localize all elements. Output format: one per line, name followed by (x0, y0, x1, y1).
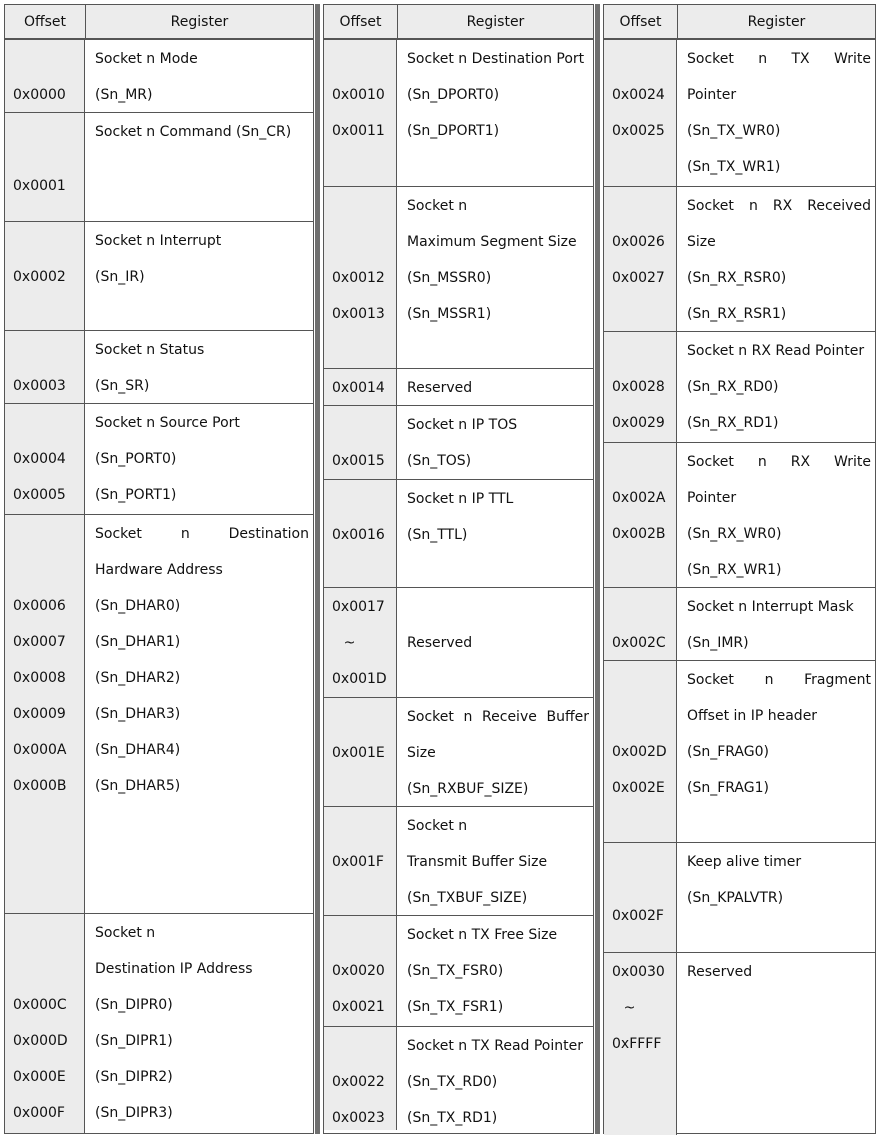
register-description: Reserved (407, 380, 473, 396)
register-word: Received (807, 198, 871, 214)
register-description: (Sn_IMR) (687, 635, 749, 651)
register-group (324, 368, 593, 405)
register-description: (Sn_RX_WR0) (687, 526, 782, 542)
register-group (5, 39, 313, 112)
register-description: (Sn_DHAR1) (95, 634, 181, 650)
register-description: (Sn_DHAR2) (95, 670, 181, 686)
register-description: (Sn_RX_WR1) (687, 562, 782, 578)
register-description: (Sn_FRAG0) (687, 744, 769, 760)
register-description: (Sn_MSSR0) (407, 270, 492, 286)
offset-header: Offset (5, 5, 86, 38)
register-description: (Sn_DPORT0) (407, 87, 500, 103)
register-description (95, 516, 309, 552)
register-description: Socket n Status (95, 342, 205, 358)
register-description (687, 41, 871, 77)
register-word: Write (834, 51, 871, 67)
offset-value: 0x0002 (13, 269, 66, 285)
register-description: (Sn_DHAR0) (95, 598, 181, 614)
offset-value: 0x002C (612, 635, 666, 651)
offset-value: 0x000D (13, 1033, 68, 1049)
register-description: (Sn_IR) (95, 269, 145, 285)
register-description: Destination IP Address (95, 961, 253, 977)
register-group (5, 403, 313, 514)
offset-value: 0x0012 (332, 270, 385, 286)
offset-value: 0x000A (13, 742, 67, 758)
register-description: (Sn_RXBUF_SIZE) (407, 781, 529, 797)
register-description: (Sn_RX_RD0) (687, 379, 779, 395)
register-description: Hardware Address (95, 562, 223, 578)
register-word: Socket (687, 672, 734, 688)
register-word: Buffer (546, 709, 589, 725)
register-description: Offset in IP header (687, 708, 818, 724)
register-description: (Sn_FRAG1) (687, 780, 769, 796)
offset-value: 0x0020 (332, 963, 385, 979)
register-group (604, 39, 875, 186)
register-description (407, 699, 589, 735)
register-group (324, 479, 593, 587)
register-description: Size (687, 234, 716, 250)
offset-value: 0x0004 (13, 451, 66, 467)
register-description: (Sn_TX_RD0) (407, 1074, 498, 1090)
register-description: Reserved (407, 635, 473, 651)
offset-header: Offset (324, 5, 398, 38)
offset-value: 0x002D (612, 744, 667, 760)
register-description: (Sn_PORT0) (95, 451, 177, 467)
register-description: (Sn_TX_WR1) (687, 159, 781, 175)
register-group (324, 405, 593, 479)
offset-value: 0x001F (332, 854, 384, 870)
register-description: (Sn_DIPR1) (95, 1033, 173, 1049)
register-description: (Sn_KPALVTR) (687, 890, 784, 906)
offset-value: 0x0005 (13, 487, 66, 503)
register-description: (Sn_DHAR5) (95, 778, 181, 794)
offset-value: 0x002B (612, 526, 666, 542)
register-description: Socket n Interrupt (95, 233, 222, 249)
register-group (604, 660, 875, 842)
offset-value: 0x0028 (612, 379, 665, 395)
register-description: (Sn_SR) (95, 378, 150, 394)
register-word: Socket (687, 454, 734, 470)
register-word: Socket (95, 526, 142, 542)
register-group (324, 806, 593, 915)
offset-value: 0x0022 (332, 1074, 385, 1090)
offset-value: 0x0023 (332, 1110, 385, 1126)
offset-value: 0x0021 (332, 999, 385, 1015)
register-table-part-2 (323, 4, 594, 1134)
register-group (604, 587, 875, 660)
register-description: (Sn_MSSR1) (407, 306, 492, 322)
register-group (5, 514, 313, 913)
register-description: Socket n (95, 925, 156, 941)
register-header: Register (86, 5, 313, 38)
register-group (324, 697, 593, 806)
offset-value: 0x0003 (13, 378, 66, 394)
register-description: (Sn_TX_WR0) (687, 123, 781, 139)
register-description: (Sn_TX_RD1) (407, 1110, 498, 1126)
register-description: (Sn_TXBUF_SIZE) (407, 890, 528, 906)
offset-value: 0x0010 (332, 87, 385, 103)
offset-value: 0x002A (612, 490, 666, 506)
register-description (687, 444, 871, 480)
register-description: (Sn_TOS) (407, 453, 472, 469)
register-description: (Sn_DIPR2) (95, 1069, 173, 1085)
register-description: Transmit Buffer Size (407, 854, 548, 870)
offset-value: 0x0014 (332, 380, 385, 396)
register-word: RX (772, 198, 793, 214)
register-group (5, 913, 313, 1133)
register-description: Reserved (687, 964, 753, 980)
register-description: Socket n (407, 818, 468, 834)
register-description: Socket n Command (Sn_CR) (95, 124, 292, 140)
register-description: Socket n Destination Port (407, 51, 585, 67)
register-word: n (748, 198, 758, 214)
range-tilde: ~ (343, 635, 356, 651)
register-description: (Sn_TTL) (407, 527, 468, 543)
register-word: Fragment (804, 672, 871, 688)
register-word: n (463, 709, 473, 725)
table-header (604, 5, 875, 39)
register-description: (Sn_DHAR4) (95, 742, 181, 758)
register-description (687, 188, 871, 224)
offset-value: 0x0007 (13, 634, 66, 650)
register-word: Write (834, 454, 871, 470)
table-header (324, 5, 593, 39)
register-description: (Sn_TX_FSR0) (407, 963, 504, 979)
offset-value: 0x0016 (332, 527, 385, 543)
offset-value: 0x000E (13, 1069, 66, 1085)
offset-value: 0x0024 (612, 87, 665, 103)
offset-value: 0x001E (332, 745, 385, 761)
offset-value: 0x002E (612, 780, 665, 796)
offset-value: 0x000F (13, 1105, 65, 1121)
offset-cell (5, 113, 85, 221)
register-word: Socket (407, 709, 454, 725)
register-word: Socket (687, 51, 734, 67)
register-word: TX (791, 51, 810, 67)
register-description: (Sn_DIPR0) (95, 997, 173, 1013)
register-table-part-1 (4, 4, 314, 1134)
register-group (324, 186, 593, 368)
register-group (604, 842, 875, 952)
register-description: (Sn_DIPR3) (95, 1105, 173, 1121)
column-separator (595, 4, 600, 1134)
register-word: n (757, 454, 767, 470)
offset-value: 0x0009 (13, 706, 66, 722)
register-description: Keep alive timer (687, 854, 802, 870)
register-description: Socket n TX Read Pointer (407, 1038, 583, 1054)
register-description: (Sn_DPORT1) (407, 123, 500, 139)
register-description: Socket n RX Read Pointer (687, 343, 865, 359)
register-group (604, 442, 875, 587)
register-description: Pointer (687, 87, 737, 103)
register-description: Socket n IP TOS (407, 417, 518, 433)
register-header: Register (398, 5, 593, 38)
register-word: Socket (687, 198, 734, 214)
offset-value: 0x0029 (612, 415, 665, 431)
register-group (5, 221, 313, 330)
register-description: Socket n IP TTL (407, 491, 514, 507)
register-description: (Sn_RX_RD1) (687, 415, 779, 431)
range-tilde: ~ (623, 1000, 636, 1016)
column-separator (315, 4, 320, 1134)
offset-value: 0x0000 (13, 87, 66, 103)
offset-value: 0x001D (332, 671, 387, 687)
table-header (5, 5, 313, 39)
register-description: (Sn_DHAR3) (95, 706, 181, 722)
offset-value: 0x0001 (13, 178, 66, 194)
register-description: (Sn_RX_RSR0) (687, 270, 787, 286)
offset-value: 0x002F (612, 908, 664, 924)
offset-value: 0x0025 (612, 123, 665, 139)
offset-value: 0x000B (13, 778, 67, 794)
offset-value: 0x0015 (332, 453, 385, 469)
register-word: Receive (482, 709, 537, 725)
register-group (324, 915, 593, 1026)
register-description: Socket n Mode (95, 51, 198, 67)
register-group (5, 330, 313, 403)
offset-value: 0x0006 (13, 598, 66, 614)
register-description (687, 662, 871, 698)
register-group (324, 1026, 593, 1130)
register-group (5, 112, 313, 221)
register-description: (Sn_TX_FSR1) (407, 999, 504, 1015)
offset-value: 0x0027 (612, 270, 665, 286)
offset-value: 0xFFFF (612, 1036, 662, 1052)
register-word: RX (790, 454, 811, 470)
register-word: n (764, 672, 774, 688)
register-description: Maximum Segment Size (407, 234, 577, 250)
offset-value: 0x0013 (332, 306, 385, 322)
register-group (604, 952, 875, 1135)
register-description: Socket n Interrupt Mask (687, 599, 854, 615)
register-word: Destination (228, 526, 309, 542)
register-group (604, 331, 875, 442)
offset-value: 0x0026 (612, 234, 665, 250)
register-word: n (758, 51, 768, 67)
offset-value: 0x0030 (612, 964, 665, 980)
register-group (604, 186, 875, 331)
register-description: (Sn_PORT1) (95, 487, 177, 503)
register-description: (Sn_MR) (95, 87, 153, 103)
register-word: n (180, 526, 190, 542)
register-table-part-3 (603, 4, 876, 1134)
register-description: (Sn_RX_RSR1) (687, 306, 787, 322)
register-description: Socket n (407, 198, 468, 214)
offset-value: 0x0011 (332, 123, 385, 139)
register-group (324, 587, 593, 697)
offset-value: 0x000C (13, 997, 67, 1013)
offset-value: 0x0008 (13, 670, 66, 686)
register-header: Register (678, 5, 875, 38)
register-group (324, 39, 593, 186)
register-description: Size (407, 745, 436, 761)
offset-value: 0x0017 (332, 599, 385, 615)
register-description: Pointer (687, 490, 737, 506)
register-description: Socket n Source Port (95, 415, 240, 431)
offset-header: Offset (604, 5, 678, 38)
register-description: Socket n TX Free Size (407, 927, 558, 943)
